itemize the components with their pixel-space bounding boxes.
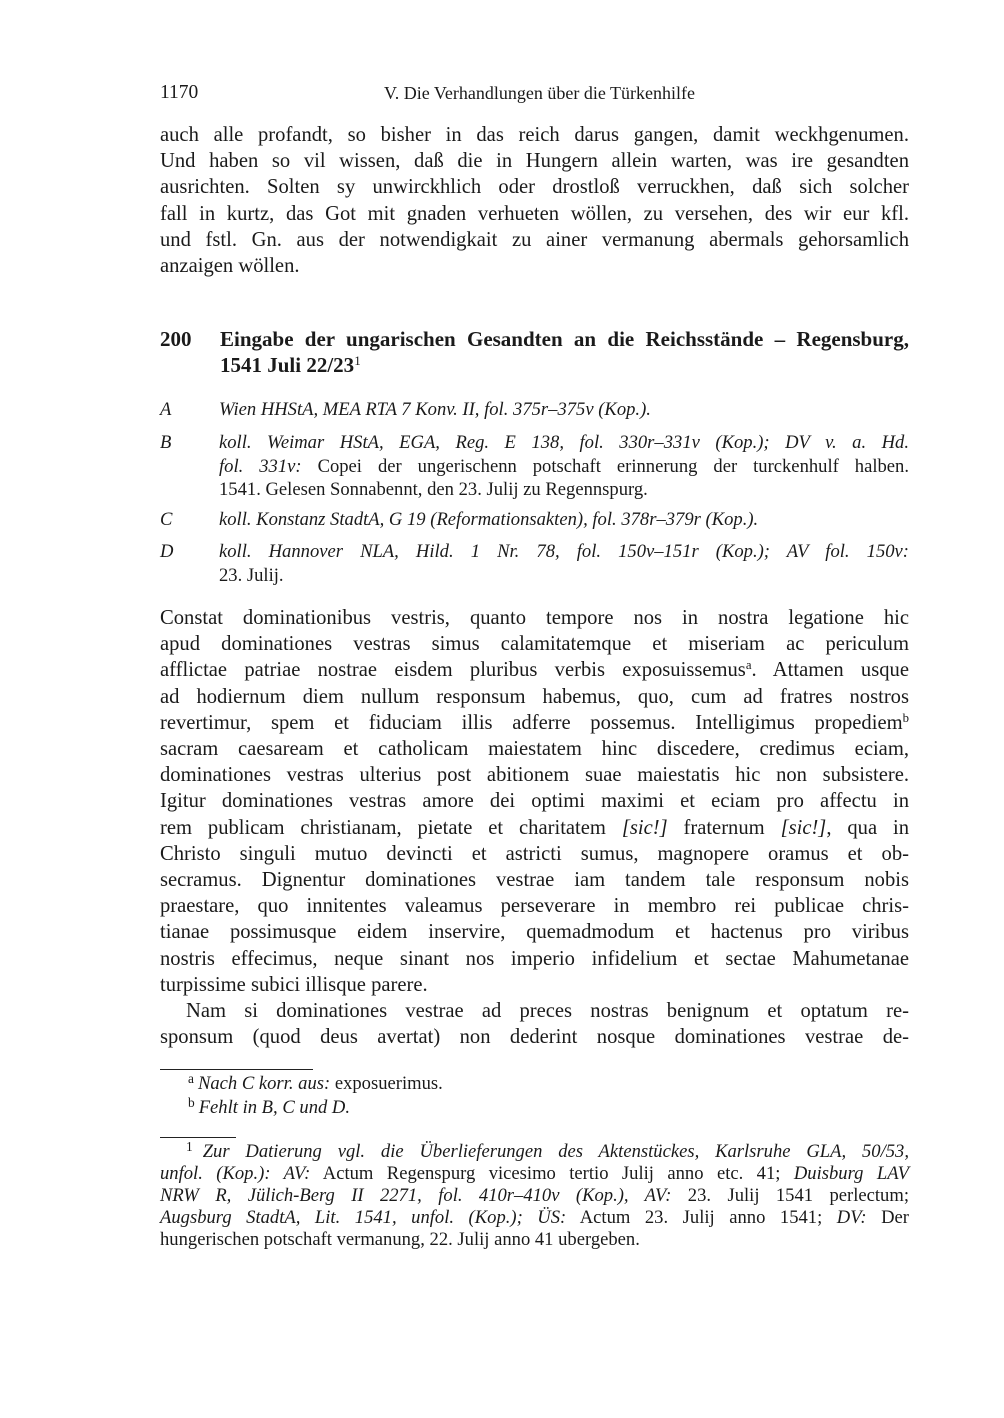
text-line: turpissime subici illisque parere. bbox=[160, 973, 428, 996]
note-line bbox=[160, 1138, 909, 1163]
witness-line bbox=[219, 455, 909, 479]
note-line bbox=[160, 1207, 909, 1229]
witness-siglum: B bbox=[160, 432, 172, 453]
note-text: Actum 23. Julij anno 1541; bbox=[566, 1207, 837, 1228]
witness-archive-ref: koll. Konstanz StadtA, G 19 (Reformationsakten), fol. 378r–379r (Kop.). bbox=[219, 509, 759, 530]
text-line: secramus. Dignentur dominationes vestrae iam tandem tale responsum nobis bbox=[160, 869, 909, 892]
text-line: rem publicam christianam, pietate et charitatem [sic!] fraternum [sic!], qua in bbox=[160, 816, 909, 839]
text-line: sacram caesaream et catholicam maiestatem hinc discedere, credimus eciam, bbox=[160, 738, 909, 761]
text-line: anzaigen wöllen. bbox=[160, 255, 300, 278]
witness-description bbox=[219, 540, 909, 587]
note-text: Actum Regenspurg vicesimo tertio Julij anno etc. 41; bbox=[310, 1163, 794, 1184]
note-text: DV: bbox=[836, 1207, 867, 1228]
witness-quote: 1541. Gelesen Sonnabennt, den 23. Julij zu Regennspurg. bbox=[219, 479, 648, 500]
witness-archive-ref: koll. Weimar HStA, EGA, Reg. E 138, fol. 330r–331v (Kop.); DV v. a. Hd. bbox=[219, 432, 909, 453]
text-line: revertimur, spem et fiduciam illis adferre possemus. Intelligimus propediem$^b$ bbox=[160, 710, 909, 734]
note-line bbox=[160, 1185, 909, 1207]
footnote-mark: 1 bbox=[186, 1138, 193, 1154]
document-title-date: 1541 Juli 22/23 bbox=[220, 353, 355, 377]
text-line: sponsum (quod deus avertat) non dederint nosque dominationes vestrae de- bbox=[160, 1026, 909, 1049]
witness-line bbox=[219, 398, 909, 422]
witness-description bbox=[219, 398, 909, 422]
note-line bbox=[188, 1094, 909, 1119]
page-number: 1170 bbox=[160, 82, 199, 103]
footnote-separator bbox=[160, 1137, 236, 1138]
text-line: apud dominationes vestras simus calamitatemque et miseriam ac periculum bbox=[160, 633, 909, 656]
witness-line bbox=[219, 431, 909, 455]
note-line bbox=[160, 1229, 909, 1251]
footnote-mark: b bbox=[188, 1094, 195, 1110]
footnote-separator bbox=[160, 1069, 313, 1070]
text-line: ausrichten. Solten sy unwirckhlich oder drostloß verruckhen, daß sich solcher bbox=[160, 176, 909, 199]
footnote-mark[interactable]: 1 bbox=[354, 352, 361, 368]
witness-line bbox=[219, 478, 909, 502]
note-text: exposuerimus. bbox=[330, 1073, 443, 1094]
text-line: fall in kurtz, das Got mit gnaden verhueten wöllen, zu versehen, des wir eur kfl. bbox=[160, 202, 909, 225]
note-text: Nach C korr. aus: bbox=[197, 1073, 331, 1094]
note-line bbox=[160, 1163, 909, 1185]
witness-line bbox=[219, 540, 909, 564]
text-line: Christo singuli mutuo devincti et astricti sumus, magnopere oramus et ob- bbox=[160, 842, 909, 865]
commentary-note bbox=[160, 1138, 909, 1251]
sic-annotation: [sic!] bbox=[780, 816, 827, 839]
document-title-line: Eingabe der ungarischen Gesandten an die Reichsstände – Regensburg, bbox=[220, 327, 909, 351]
text-line: nostris effecimus, neque sinant nos imperio infidelium et sectae Mahumetanae bbox=[160, 947, 909, 970]
note-text: unfol. (Kop.): AV: bbox=[160, 1163, 311, 1184]
document-number: 200 bbox=[160, 327, 192, 351]
sic-annotation: [sic!] bbox=[621, 816, 668, 839]
note-text: NRW R, Jülich-Berg II 2271, fol. 410r–410v (Kop.), AV: bbox=[160, 1185, 672, 1206]
witness-quote: Copei der ungerischenn potschaft erinnerung der turckenhulf halben. bbox=[301, 455, 909, 477]
witness-siglum: C bbox=[160, 509, 173, 530]
document-title-line bbox=[220, 352, 909, 378]
text-line: und fstl. Gn. aus der notwendigkait zu ainer vermanung abermals gehorsamlich bbox=[160, 228, 909, 251]
running-head bbox=[160, 80, 909, 106]
witness-description bbox=[219, 508, 909, 532]
footnote-mark[interactable]: b bbox=[902, 710, 909, 725]
edited-text-paragraph bbox=[160, 605, 909, 998]
footnote-mark: a bbox=[188, 1070, 194, 1086]
text-line: Igitur dominationes vestras amore dei optimi maximi et eciam pro affectu in bbox=[160, 790, 909, 813]
note-text: Zur Datierung vgl. die Überlieferungen des Aktenstückes, Karlsruhe GLA, 50/53, bbox=[202, 1141, 909, 1162]
text-line: ad hodiernum diem nullum responsum habemus, quo, cum ad fratres nostros bbox=[160, 685, 909, 708]
text-line: Und haben so vil wissen, daß die in Hungern allein warten, was ire gesandten bbox=[160, 150, 909, 173]
note-text: Augsburg StadtA, Lit. 1541, unfol. (Kop.); ÜS: bbox=[160, 1207, 567, 1228]
note-text: Fehlt in B, C und D. bbox=[198, 1097, 351, 1118]
text-line: dominationes vestras ulterius post abitionem suae maiestatis hic non subsistere. bbox=[160, 764, 909, 787]
text-line: praestare, quo innitentes valeamus perseverare in membro rei publicae chris- bbox=[160, 895, 909, 918]
note-text: Der bbox=[866, 1207, 909, 1228]
witness-line bbox=[219, 508, 909, 532]
witness-archive-ref: fol. 331v: bbox=[219, 455, 302, 477]
note-text: hungerischen potschaft vermanung, 22. Julij anno 41 ubergeben. bbox=[160, 1229, 640, 1250]
note-text: 23. Julij 1541 perlectum; bbox=[671, 1185, 909, 1206]
text-line: Constat dominationibus vestris, quanto tempore nos in nostra legatione hic bbox=[160, 607, 909, 629]
witness-siglum: D bbox=[160, 541, 174, 562]
note-text: Duisburg LAV bbox=[793, 1163, 909, 1184]
document-title bbox=[220, 326, 909, 378]
witness-siglum: A bbox=[160, 399, 172, 420]
footnote-mark[interactable]: a bbox=[745, 658, 752, 673]
continuation-paragraph bbox=[160, 122, 909, 279]
witness-line bbox=[219, 564, 909, 588]
witness-archive-ref: Wien HHStA, MEA RTA 7 Konv. II, fol. 375r–375v (Kop.). bbox=[219, 399, 651, 420]
textual-note bbox=[160, 1094, 909, 1119]
edited-text-paragraph bbox=[160, 998, 909, 1050]
witness-description bbox=[219, 431, 909, 502]
witness-archive-ref: koll. Hannover NLA, Hild. 1 Nr. 78, fol. 150v–151r (Kop.); AV fol. 150v: bbox=[219, 541, 909, 562]
witness-quote: 23. Julij. bbox=[219, 564, 284, 586]
note-line bbox=[188, 1070, 909, 1095]
running-title: V. Die Verhandlungen über die Türkenhilfe bbox=[384, 83, 695, 103]
text-line: Nam si dominationes vestrae ad preces nostras benignum et optatum re- bbox=[186, 1000, 909, 1022]
text-line: auch alle profandt, so bisher in das reich darus gangen, damit weckhgenumen. bbox=[160, 124, 909, 146]
textual-note bbox=[160, 1070, 909, 1095]
text-line: afflictae patriae nostrae eisdem pluribus verbis exposuissemus$^a$. Attamen usque bbox=[160, 658, 909, 682]
text-line: tianae possimusque eidem inservire, quemadmodum et hactenus pro viribus bbox=[160, 921, 909, 944]
